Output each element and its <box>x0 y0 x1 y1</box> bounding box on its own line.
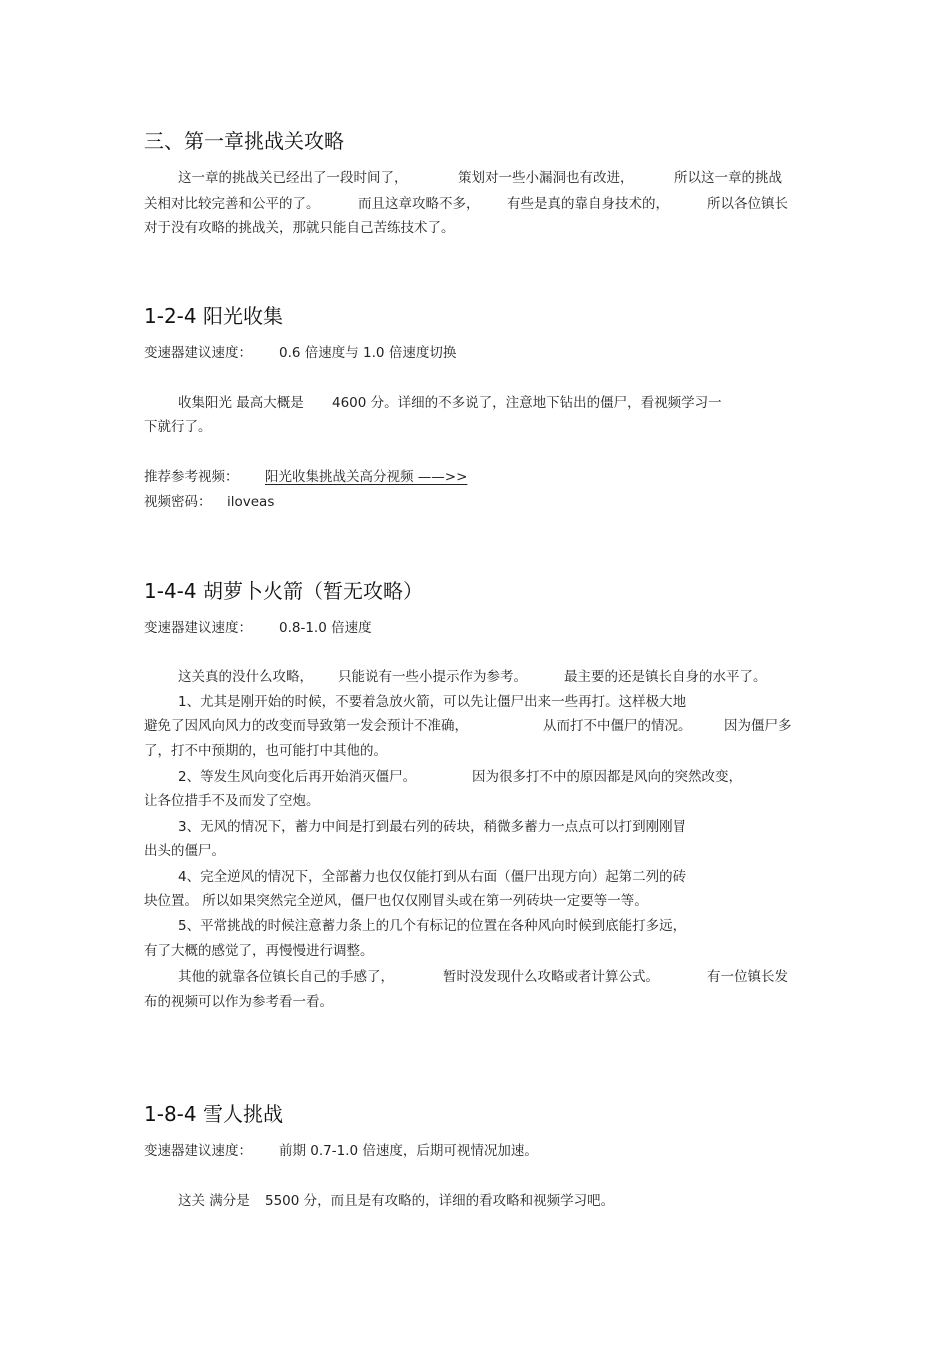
level-124-title: 1-2-4 阳光收集 <box>144 304 283 328</box>
tip-1: 从而打不中僵尸的情况。 <box>543 718 692 734</box>
intro-text: 对于没有攻略的挑战关，那就只能自己苦练技术了。 <box>144 220 455 236</box>
level-144-end: 有一位镇长发 <box>707 969 788 985</box>
tip-1: 避免了因风向风力的改变而导致第一发会预计不准确， <box>144 718 468 734</box>
tip-2: 2、等发生风向变化后再开始消灭僵尸。 <box>178 769 417 785</box>
tip-2: 因为很多打不中的原因都是风向的突然改变， <box>472 769 742 785</box>
password-value: iloveas <box>227 494 275 510</box>
level-144-title: 1-4-4 胡萝卜火箭（暂无攻略） <box>144 579 423 603</box>
tip-3: 3、无风的情况下，蓄力中间是打到最右列的砖块，稍微多蓄力一点点可以打到刚刚冒 <box>178 819 687 835</box>
tip-4: 块位置。 所以如果突然完全逆风，僵尸也仅仅刚冒头或在第一列砖块一定要等一等。 <box>144 893 648 909</box>
level-144-text: 只能说有一些小提示作为参考。 <box>338 669 527 685</box>
tip-3: 出头的僵尸。 <box>144 843 225 859</box>
password-label: 视频密码： <box>144 494 212 510</box>
video-label: 推荐参考视频： <box>144 469 239 485</box>
tip-5: 5、平常挑战的时候注意蓄力条上的几个有标记的位置在各种风向时候到底能打多远， <box>178 918 687 934</box>
tip-4: 4、完全逆风的情况下，全部蓄力也仅仅能打到从右面（僵尸出现方向）起第二列的砖 <box>178 869 687 885</box>
intro-text: 关相对比较完善和公平的了。 <box>144 196 320 212</box>
speed-value: 0.8-1.0 倍速度 <box>279 620 372 636</box>
tip-2: 让各位措手不及而发了空炮。 <box>144 793 320 809</box>
speed-value: 0.6 倍速度与 1.0 倍速度切换 <box>279 345 457 361</box>
level-124-desc: 下就行了。 <box>144 419 212 435</box>
level-144-end: 布的视频可以作为参考看一看。 <box>144 994 333 1010</box>
intro-text: 策划对一些小漏洞也有改进， <box>458 170 634 186</box>
intro-text: 这一章的挑战关已经出了一段时间了， <box>178 170 408 186</box>
speed-label: 变速器建议速度： <box>144 1143 252 1159</box>
level-144-end: 其他的就靠各位镇长自己的手感了， <box>178 969 394 985</box>
level-184-title: 1-8-4 雪人挑战 <box>144 1102 283 1126</box>
intro-text: 所以各位镇长 <box>707 196 788 212</box>
level-144-text: 最主要的还是镇长自身的水平了。 <box>564 669 767 685</box>
tip-1: 了，打不中预期的，也可能打中其他的。 <box>144 743 387 759</box>
video-link[interactable]: 阳光收集挑战关高分视频 ——>> <box>265 469 468 485</box>
intro-text: 所以这一章的挑战 <box>674 170 782 186</box>
level-144-text: 这关真的没什么攻略， <box>178 669 313 685</box>
level-124-desc: 4600 分。详细的不多说了，注意地下钻出的僵尸，看视频学习一 <box>332 395 722 411</box>
level-184-desc: 5500 分，而且是有攻略的，详细的看攻略和视频学习吧。 <box>265 1193 615 1209</box>
speed-value: 前期 0.7-1.0 倍速度，后期可视情况加速。 <box>279 1143 538 1159</box>
level-124-desc: 收集阳光 最高大概是 <box>178 395 304 411</box>
level-184-desc: 这关 满分是 <box>178 1193 250 1209</box>
section-title: 三、第一章挑战关攻略 <box>144 129 344 153</box>
level-144-end: 暂时没发现什么攻略或者计算公式。 <box>443 969 659 985</box>
speed-label: 变速器建议速度： <box>144 345 252 361</box>
tip-5: 有了大概的感觉了，再慢慢进行调整。 <box>144 943 374 959</box>
tip-1: 因为僵尸多 <box>724 718 792 734</box>
tip-1: 1、尤其是刚开始的时候，不要着急放火箭，可以先让僵尸出来一些再打。这样极大地 <box>178 694 687 710</box>
speed-label: 变速器建议速度： <box>144 620 252 636</box>
intro-text: 有些是真的靠自身技术的， <box>507 196 669 212</box>
intro-text: 而且这章攻略不多， <box>358 196 480 212</box>
